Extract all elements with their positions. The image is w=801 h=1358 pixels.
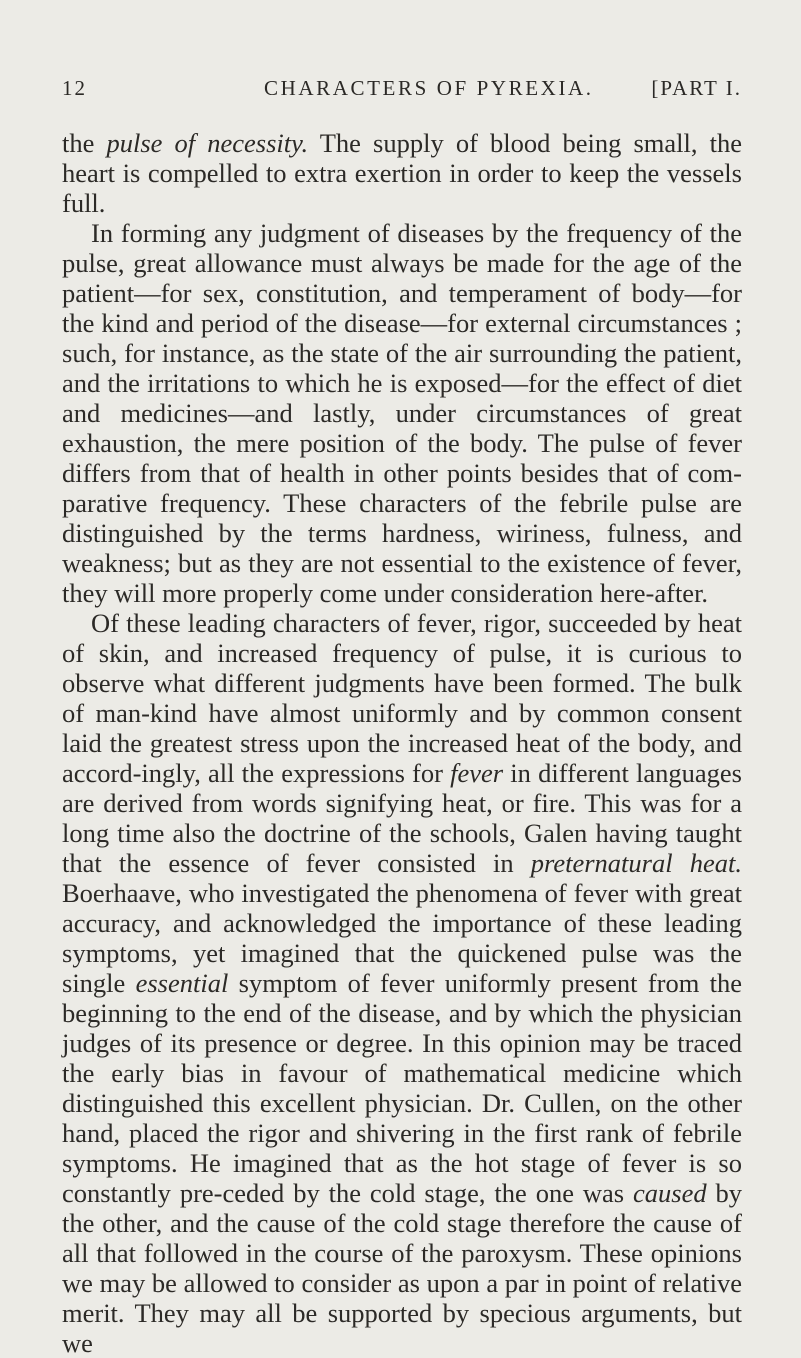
paragraph-3-italic-caused: caused <box>633 1178 707 1208</box>
paragraph-3-italic-essential: essential <box>135 968 229 998</box>
paragraph-3-segment-1: Of these leading characters of fever, rigor, succeeded by heat of skin, and increased frequency of pulse, it is curious to observe what different judgments have been formed. The bulk of man-kind have almost uniformly and by common consent laid the greatest stress upon the increased heat of the body, and accord-ingly, all the expressions for <box>62 608 742 788</box>
paragraph-3-italic-fever: fever <box>450 758 504 788</box>
running-head <box>62 76 742 110</box>
paragraph-2-segment-1: In forming any judgment of diseases by the frequency of the pulse, great allowance must always be made for the age of the patient—for sex, constitution, and temperament of body—for the kind and period of the disease—for external circumstances ; such, for instance, as the state of the air surrounding the patient, and the irritations to which he is exposed—for the effect of diet and medicines—and lastly, under circumstances of great exhaustion, the mere position of the body. The pulse of fever differs from that of health in other points besides that of com-parative frequency. These characters of the febrile pulse are distinguished by the terms hardness, wiriness, fulness, and weakness; but as they are not essential to the existence of fever, they will more properly come under consideration here-after. <box>62 218 742 608</box>
paragraph-1-segment-1: the <box>62 128 107 158</box>
body-text <box>62 128 742 1358</box>
part-label: [PART I. <box>651 76 742 100</box>
paragraph-1-italic-pulse-of-necessity: pulse of necessity. <box>106 128 309 158</box>
paragraph-2 <box>62 218 742 608</box>
paragraph-3-segment-7: symptom of fever uniformly present from the beginning to the end of the disease, and by which the physician judges of its presence or degree. In this opinion may be traced the early bias in favour of mathematical medicine which distinguished this excellent physician. Dr. Cullen, on the other hand, placed the rigor and shivering in the first rank of febrile symptoms. He imagined that as the hot stage of fever is so constantly pre-ceded by the cold stage, the one was <box>62 968 742 1208</box>
paragraph-3-italic-preternatural-heat: preternatural heat. <box>530 848 742 878</box>
page-number: 12 <box>62 76 87 100</box>
paragraph-3 <box>62 608 742 1358</box>
paragraph-1-segment-3: The supply of blood being small, the heart is compelled to extra exertion in order to keep the vessels full. <box>62 128 743 218</box>
paragraph-1 <box>62 128 742 218</box>
paragraph-3-segment-5: Boerhaave, who investigated the phenomena of fever with great accuracy, and acknowledged the importance of these leading symptoms, yet imagined that the quickened pulse was the single <box>62 878 742 998</box>
running-title: CHARACTERS OF PYREXIA. <box>264 76 594 100</box>
paragraph-3-segment-3: in different languages are derived from words signifying heat, or fire. This was for a long time also the doctrine of the schools, Galen having taught that the essence of fever consisted in <box>62 758 742 878</box>
paragraph-3-segment-9: by the other, and the cause of the cold stage therefore the cause of all that followed in the course of the paroxysm. These opinions we may be allowed to consider as upon a par in point of relative merit. They may all be supported by specious arguments, but we <box>62 1178 743 1358</box>
